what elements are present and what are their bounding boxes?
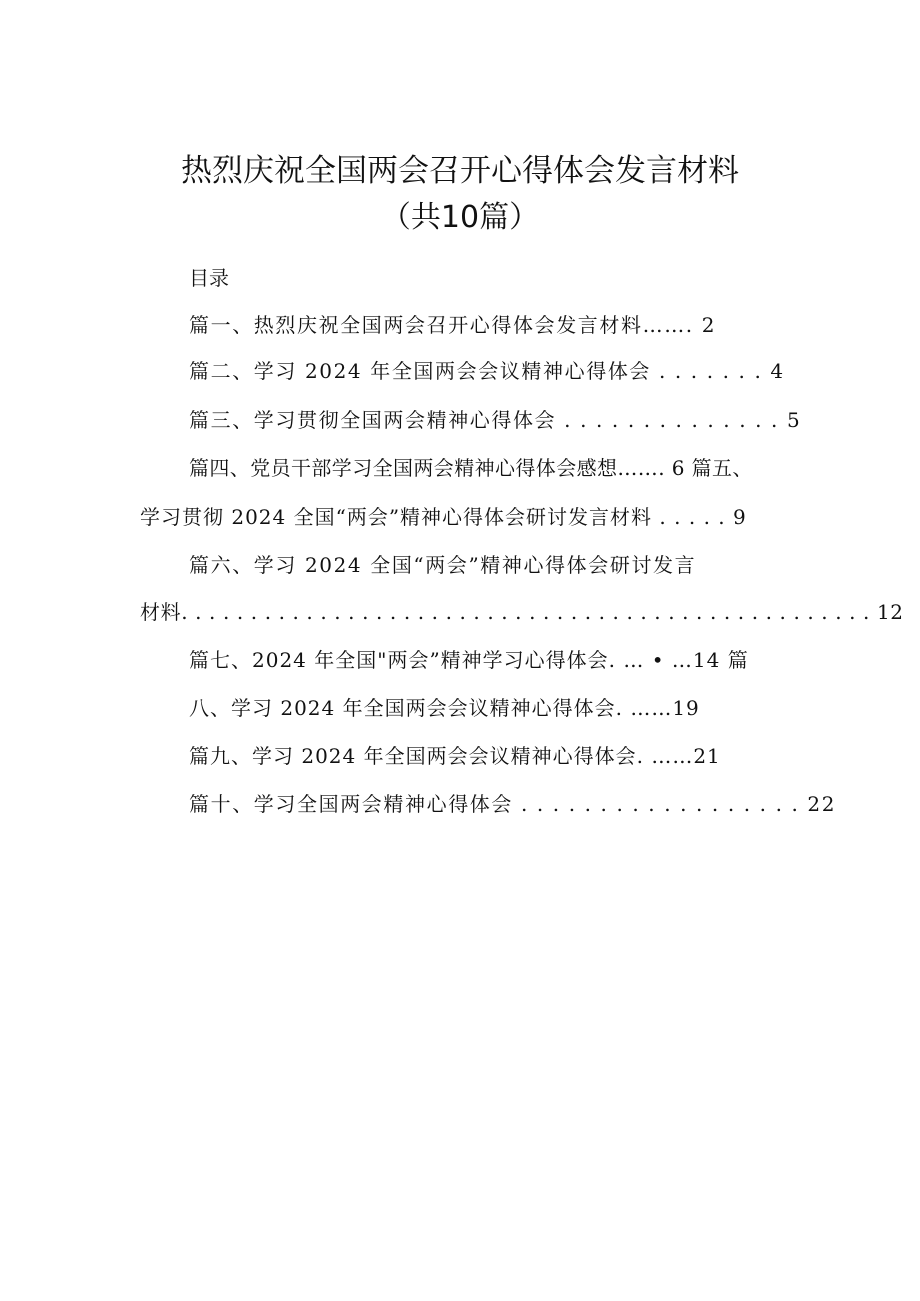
toc-entry-1[interactable]: 篇一、热烈庆祝全国两会召开心得体会发言材料……. 2 (189, 313, 717, 337)
toc-entry-9[interactable]: 篇九、学习 2024 年全国两会会议精神心得体会. ……21 (189, 744, 721, 768)
document-subtitle: （共10篇） (380, 200, 540, 235)
toc-entry-4[interactable]: 篇四、党员干部学习全国两会精神心得体会感想……. 6 篇五、 (189, 456, 753, 480)
document-title: 热烈庆祝全国两会召开心得体会发言材料 (181, 153, 739, 189)
toc-entry-7[interactable]: 篇七、2024 年全国"两会”精神学习心得体会. … • …14 篇 (189, 648, 749, 672)
toc-heading: 目录 (189, 266, 229, 290)
toc-entry-3[interactable]: 篇三、学习贯彻全国两会精神心得体会 . . . . . . . . . . . . . . 5 (189, 408, 802, 432)
toc-entry-6[interactable]: 篇六、学习 2024 全国“两会”精神心得体会研讨发言 (189, 553, 697, 577)
toc-entry-8[interactable]: 八、学习 2024 年全国两会会议精神心得体会. ……19 (189, 696, 700, 720)
toc-entry-10[interactable]: 篇十、学习全国两会精神心得体会 . . . . . . . . . . . . . . . . . . 22 (189, 792, 837, 816)
toc-entry-6-continued[interactable]: 材料. . . . . . . . . . . . . . . . . . . . . . . . . . . . . . . . . . . . . . . . . . . . . . . . . . 12 (140, 600, 904, 624)
toc-entry-2[interactable]: 篇二、学习 2024 年全国两会会议精神心得体会 . . . . . . . 4 (189, 359, 785, 383)
toc-entry-5[interactable]: 学习贯彻 2024 全国“两会”精神心得体会研讨发言材料 . . . . . 9 (140, 505, 747, 529)
